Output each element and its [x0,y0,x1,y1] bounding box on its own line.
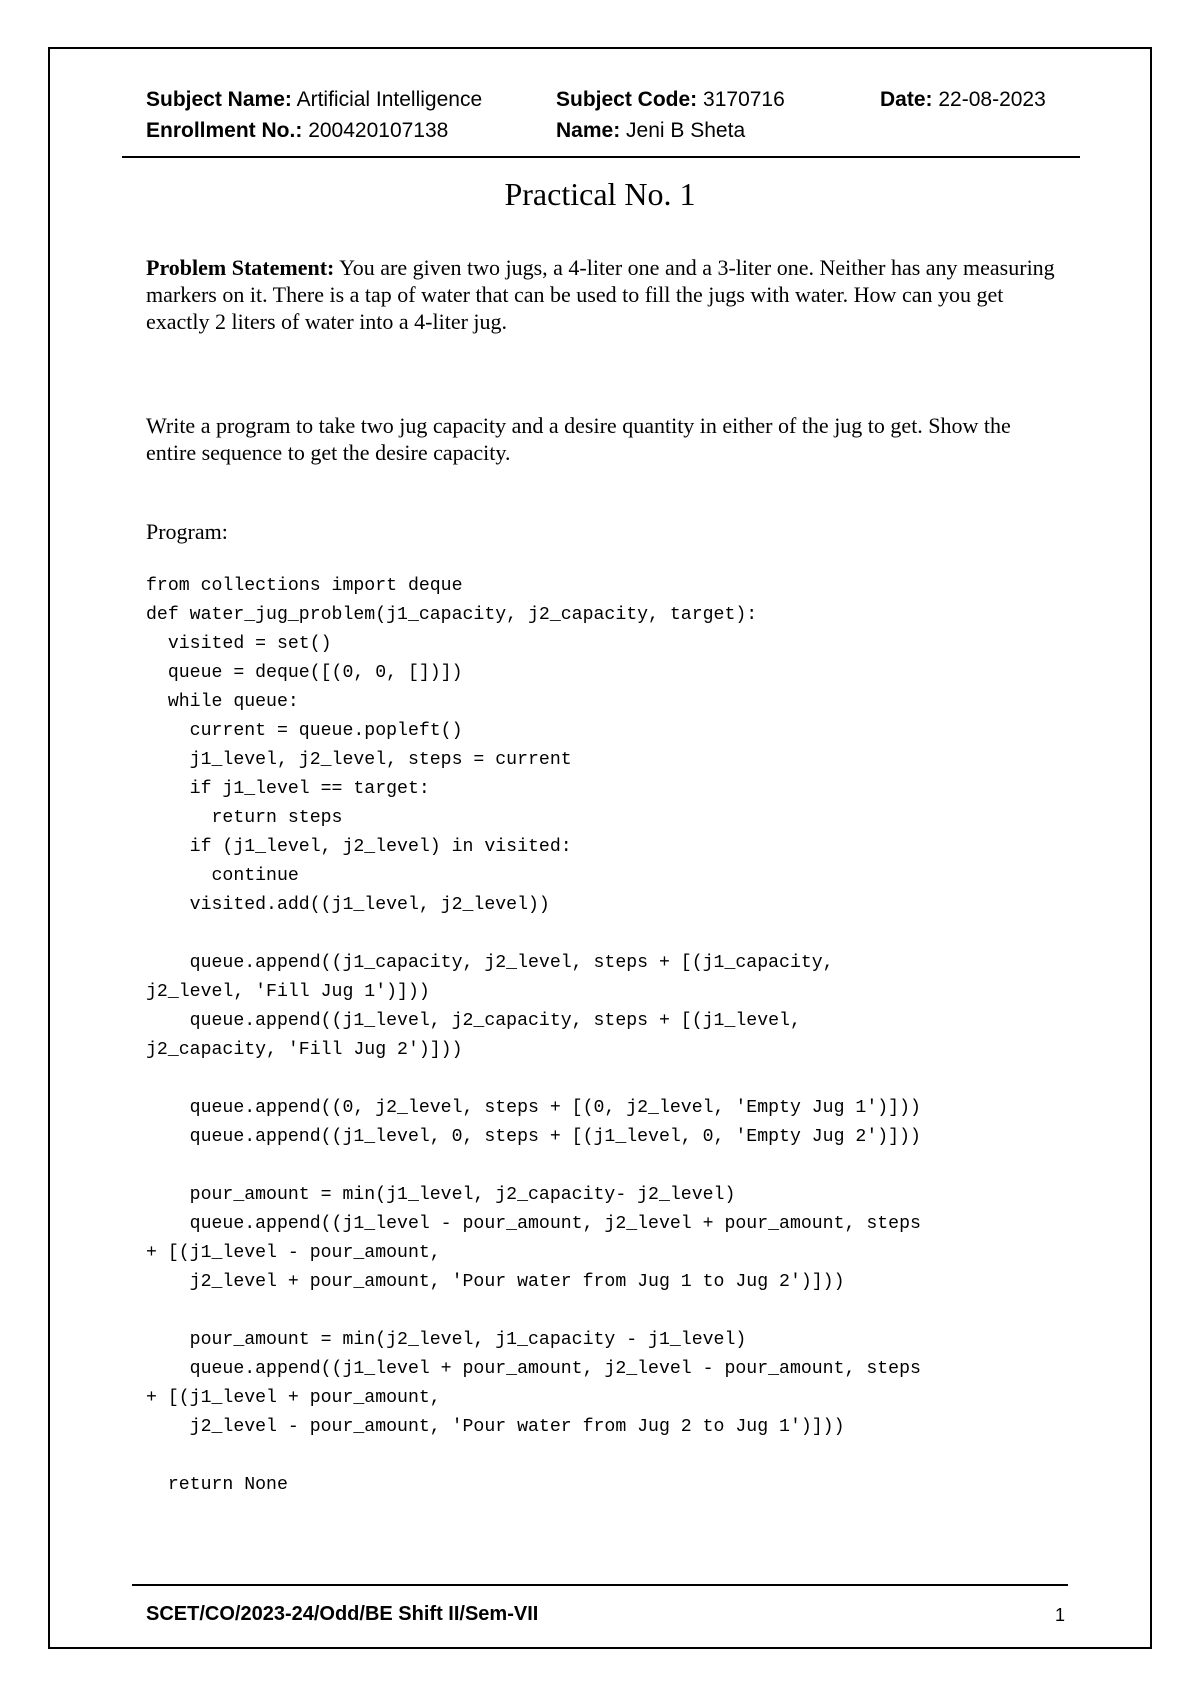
problem-statement-text: You are given two jugs, a 4-liter one and a 3-liter one. Neither has any measuring markers on it. There is a tap of water that can be used to fill the jugs with water. How can you get exactly 2 liters of water into a 4-liter jug. [146,255,1055,334]
problem-statement [146,254,1061,335]
code-block: from collections import deque def water_jug_problem(j1_capacity, j2_capacity, target): visited = set() queue = deque([(0, 0, [])]) while queue: current = queue.popleft() j1_level, j2_level, steps = current if j1_level == target: return steps if (j1_level, j2_level) in visited: continue visited.add((j1_level, j2_level)) queue.append((j1_capacity, j2_level, steps + [(j1_capacity, j2_level, 'Fill Jug 1')])) queue.append((j1_level, j2_capacity, steps + [(j1_level, j2_capacity, 'Fill Jug 2')])) queue.append((0, j2_level, steps + [(0, j2_level, 'Empty Jug 1')])) queue.append((j1_level, 0, steps + [(j1_level, 0, 'Empty Jug 2')])) pour_amount = min(j1_level, j2_capacity- j2_level) queue.append((j1_level - pour_amount, j2_level + pour_amount, steps + [(j1_level - pour_amount, j2_level + pour_amount, 'Pour water from Jug 1 to Jug 2')])) pour_amount = min(j2_level, j1_capacity - j1_level) queue.append((j1_level + pour_amount, j2_level - pour_amount, steps + [(j1_level + pour_amount, j2_level - pour_amount, 'Pour water from Jug 2 to Jug 1')])) return None [146,576,921,1495]
enrollment-value: 200420107138 [308,119,449,142]
date [880,88,1046,112]
subject-name-value: Artificial Intelligence [296,88,483,111]
subject-code [556,88,785,112]
footer-text: SCET/CO/2023-24/Odd/BE Shift II/Sem-VII [146,1603,539,1625]
subject-code-label: Subject Code: [556,88,698,111]
student-name [556,119,745,143]
student-name-value: Jeni B Sheta [626,119,746,142]
enrollment-label: Enrollment No.: [146,119,303,142]
footer-divider [132,1584,1068,1586]
subject-name [146,88,482,112]
subject-code-value: 3170716 [703,88,785,111]
problem-statement-label: Problem Statement: [146,255,335,280]
student-name-label: Name: [556,119,621,142]
header-divider [122,156,1080,158]
program-label: Program: [146,519,228,544]
date-label: Date: [880,88,933,111]
page-title: Practical No. 1 [504,176,696,212]
enrollment [146,119,448,143]
date-value: 22-08-2023 [938,88,1046,111]
subject-name-label: Subject Name: [146,88,292,111]
task-description: Write a program to take two jug capacity and a desire quantity in either of the jug to get. Show the entire sequence to get the desire capacity. [146,413,1011,465]
page-number: 1 [1054,1605,1065,1625]
